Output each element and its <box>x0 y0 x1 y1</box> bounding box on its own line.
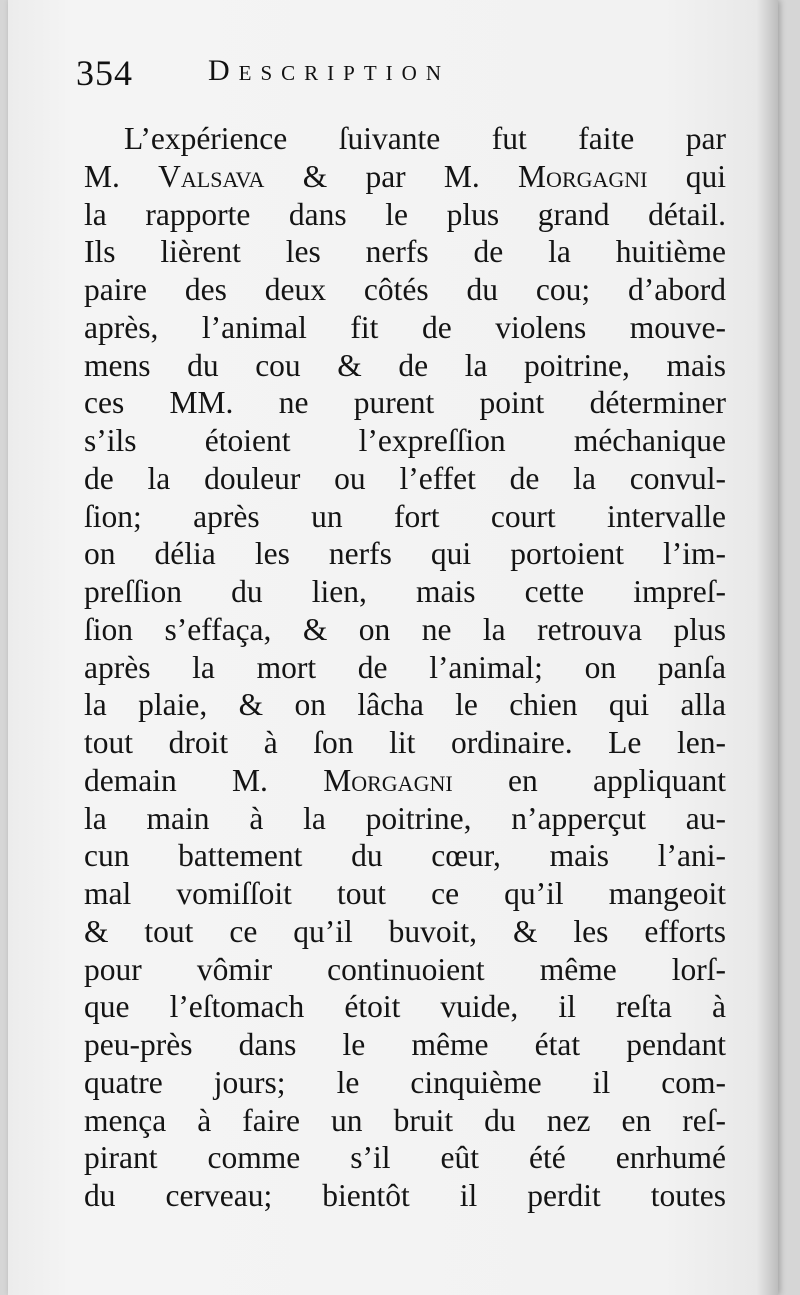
text-line: pour vômir continuoient même lorſ- <box>84 951 726 987</box>
text-line: la rapporte dans le plus grand détail. <box>84 196 726 232</box>
text-line: mença à faire un bruit du nez en reſ- <box>84 1102 726 1138</box>
text-line: s’ils étoient l’expreſſion méchanique <box>84 423 726 458</box>
running-title: Description <box>208 54 451 87</box>
author-name-morgagni: Morgagni <box>323 762 453 798</box>
text-line: paire des deux côtés du cou; d’abord <box>84 272 726 307</box>
text-line: Ils lièrent les nerfs de la huitième <box>84 234 726 270</box>
text-line: cun battement du cœur, mais l’ani- <box>84 838 726 874</box>
text-line: après la mort de l’animal; on panſa <box>84 649 726 685</box>
text-line: tout droit à ſon lit ordinaire. Le len- <box>84 725 726 760</box>
text-line: mal vomiſſoit tout ce qu’il mangeoit <box>84 876 726 911</box>
text-line: mens du cou & de la poitrine, mais <box>84 347 726 383</box>
text-line: ſion; après un fort court intervalle <box>84 498 726 534</box>
text-line: la main à la poitrine, n’apperçut au- <box>84 800 726 836</box>
text-line: L’expérience ſuivante fut faite par <box>124 121 726 156</box>
text-line: ces MM. ne purent point déterminer <box>84 385 726 421</box>
text-line: & tout ce qu’il buvoit, & les efforts <box>84 913 726 949</box>
page-header <box>76 52 718 102</box>
text-line: ſion s’effaça, & on ne la retrouva plus <box>84 611 726 647</box>
text-line: M. Valsava & par M. Morgagni qui <box>84 158 726 194</box>
body-text <box>84 120 726 1215</box>
text-line: peu-près dans le même état pendant <box>84 1027 726 1062</box>
text-line: on délia les nerfs qui portoient l’im- <box>84 536 726 572</box>
author-name-morgagni: Morgagni <box>518 158 648 194</box>
text-line: preſſion du lien, mais cette impreſ- <box>84 574 726 609</box>
text-line: demain M. Morgagni en appliquant <box>84 762 726 798</box>
text-line: pirant comme s’il eût été enrhumé <box>84 1140 726 1176</box>
text-line: la plaie, & on lâcha le chien qui alla <box>84 687 726 723</box>
text-line: de la douleur ou l’effet de la convul- <box>84 460 726 496</box>
text-line: après, l’animal fit de violens mouve- <box>84 309 726 345</box>
page-number: 354 <box>76 53 133 93</box>
text-line: que l’eſtomach étoit vuide, il reſta à <box>84 989 726 1025</box>
text-line: du cerveau; bientôt il perdit toutes <box>84 1178 726 1213</box>
author-name-valsava: Valsava <box>158 158 265 194</box>
book-page <box>8 0 778 1295</box>
text-line: quatre jours; le cinquième il com- <box>84 1064 726 1100</box>
page-edge <box>756 0 778 1295</box>
